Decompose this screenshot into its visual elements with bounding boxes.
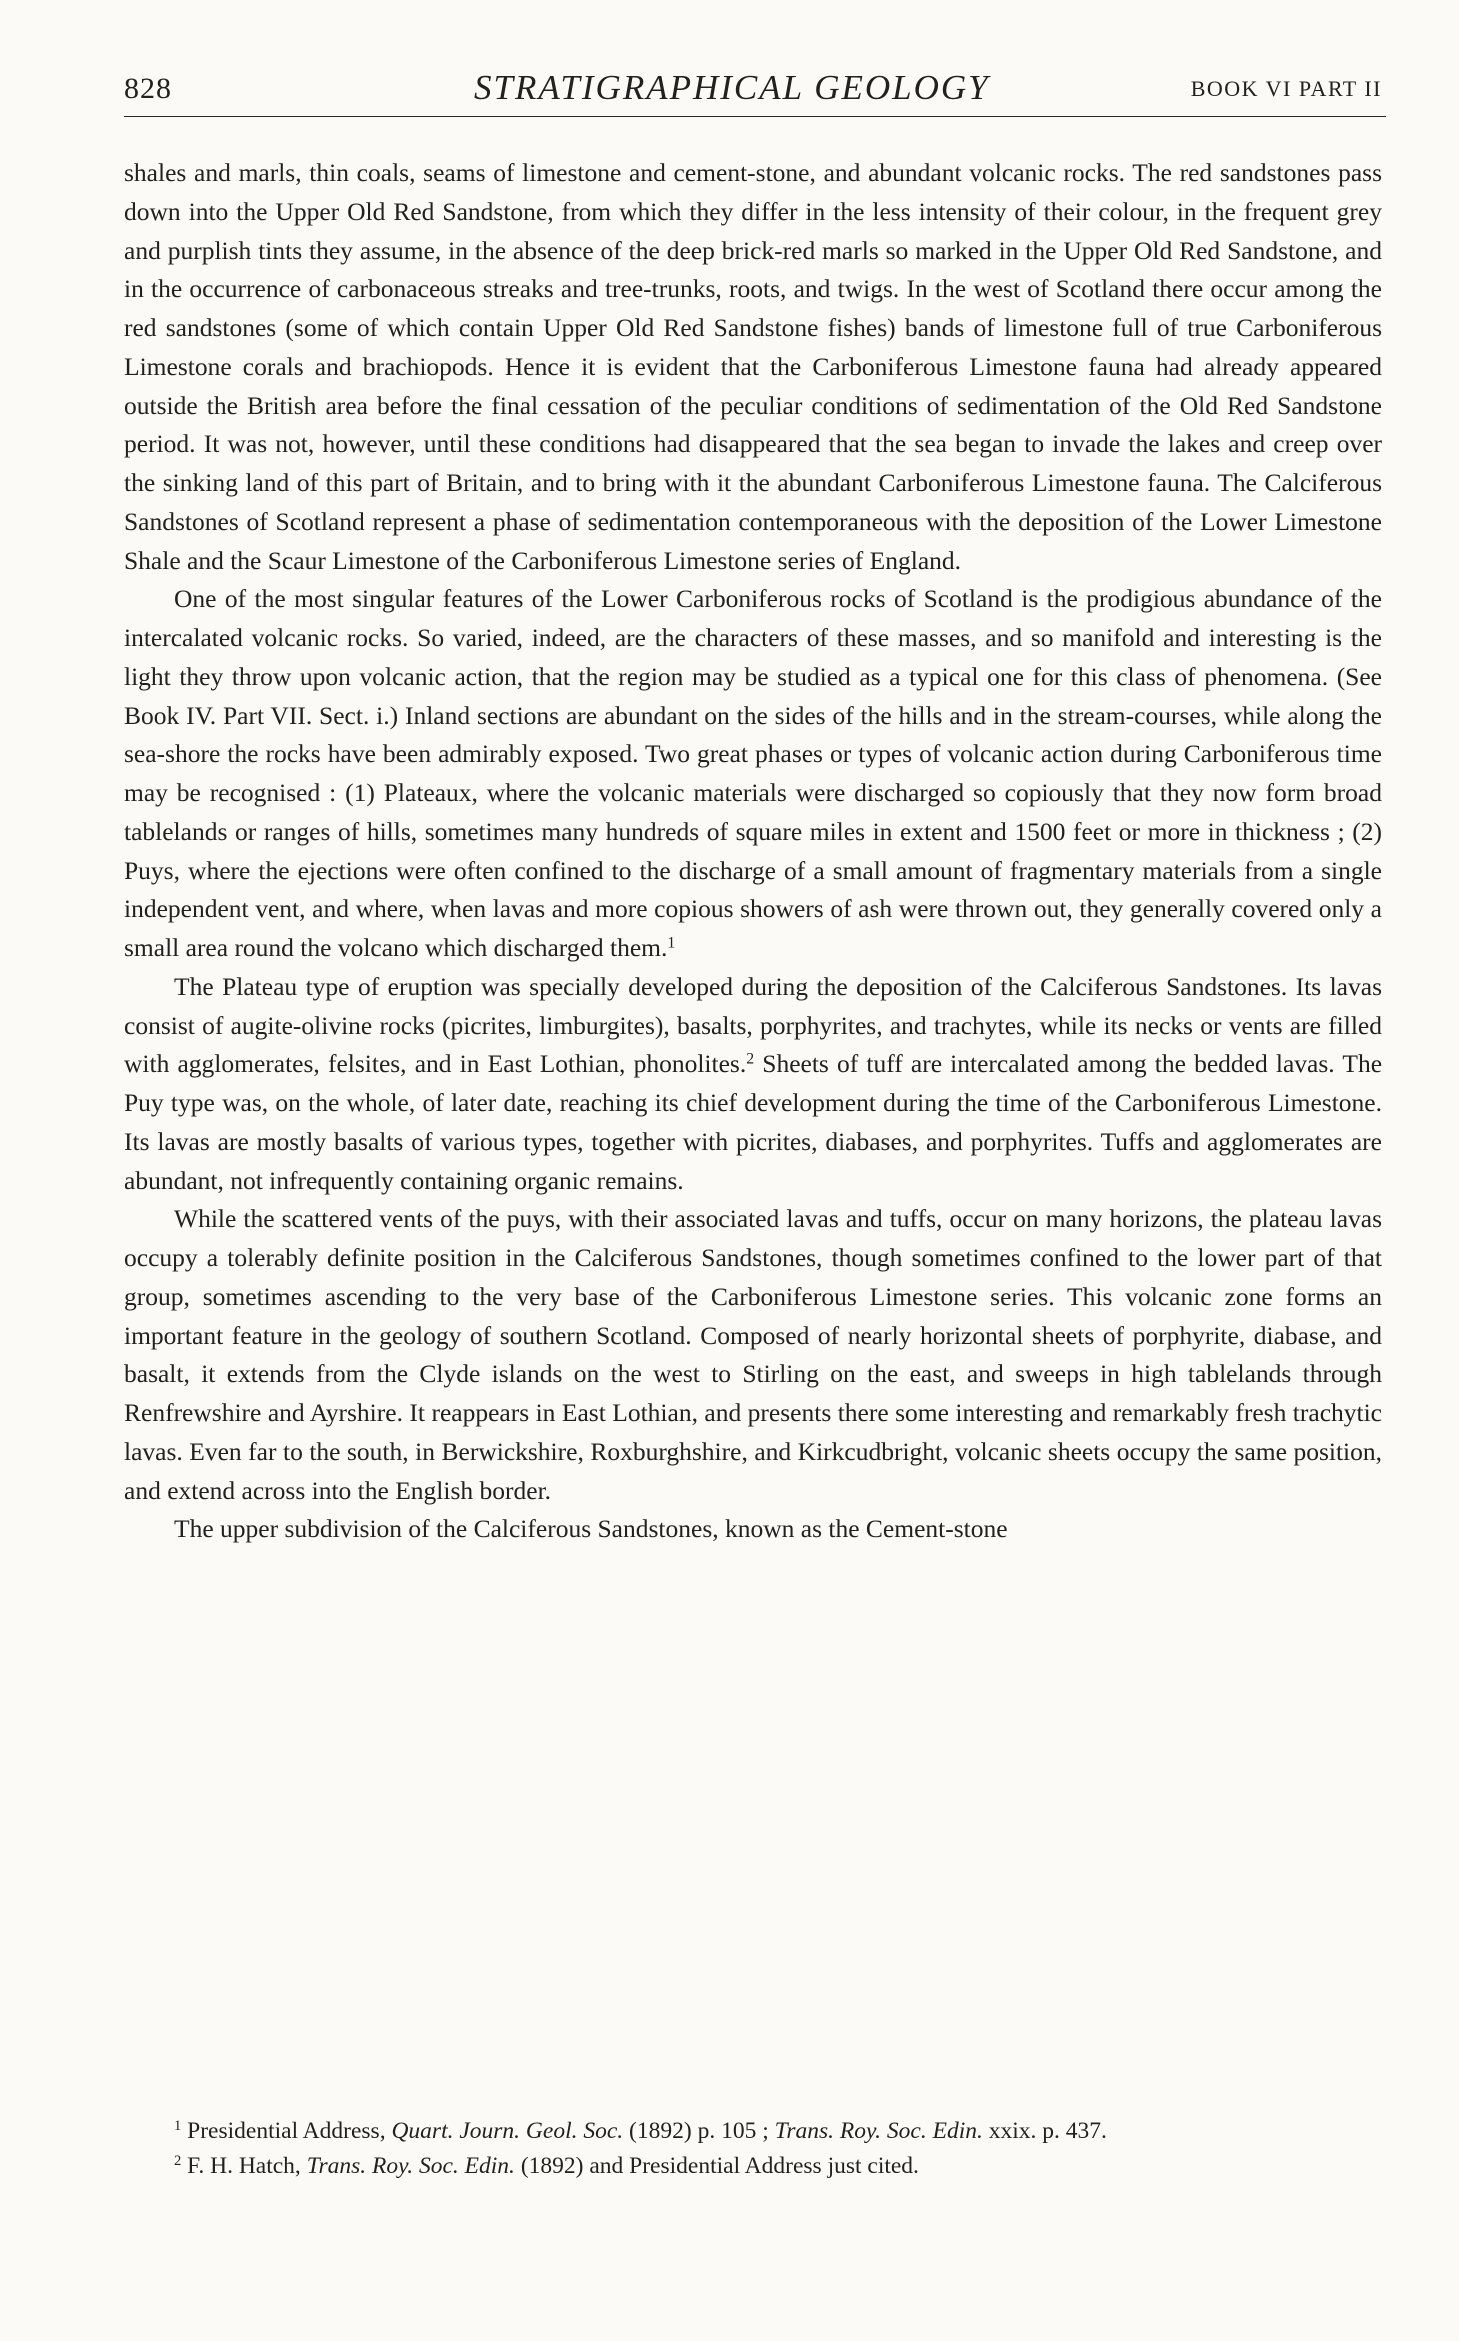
footnote-text: F. H. Hatch, <box>187 2152 307 2179</box>
book-part-label: BOOK VI PART II <box>1190 76 1382 101</box>
body-text <box>124 154 1382 1549</box>
footnote-text: Presidential Address, <box>187 2118 392 2144</box>
footnote-ref-1: 1 <box>667 934 676 952</box>
paragraph-plateau-type <box>124 968 1382 1201</box>
footnote-mark: 2 <box>174 2152 182 2169</box>
footnote-2 <box>124 2149 1386 2184</box>
footnotes <box>124 2114 1386 2183</box>
journal-title: Trans. Roy. Soc. Edin. <box>306 2152 515 2179</box>
paragraph-continuation: shales and marls, thin coals, seams of limestone and cement-stone, and abundant volcanic rocks. The red sandstones pass down into the Upper Old Red Sandstone, from which they differ in the less intensity of their colour, in the frequent grey and purplish tints they assume, in the absence of the deep brick-red marls so marked in the Upper Old Red Sandstone, and in the occurrence of carbonaceous streaks and tree-trunks, roots, and twigs. In the west of Scotland there occur among the red sandstones (some of which contain Upper Old Red Sandstone fishes) bands of limestone full of true Carboniferous Limestone corals and brachiopods. Hence it is evident that the Carboniferous Limestone fauna had already appeared outside the British area before the final cessation of the peculiar conditions of sedimentation of the Old Red Sandstone period. It was not, however, until these conditions had disappeared that the sea began to invade the lakes and creep over the sinking land of this part of Britain, and to bring with it the abundant Carboniferous Limestone fauna. The Calciferous Sandstones of Scotland represent a phase of sedimentation contemporaneous with the deposition of the Lower Limestone Shale and the Scaur Limestone of the Carboniferous Limestone series of England. <box>124 158 1382 575</box>
journal-title: Trans. Roy. Soc. Edin. <box>774 2118 983 2144</box>
footnote-1 <box>124 2114 1386 2149</box>
footnote-mark: 1 <box>174 2118 182 2134</box>
journal-title: Quart. Journ. Geol. Soc. <box>391 2118 624 2144</box>
paragraph-upper-subdivision: The upper subdivision of the Calciferous Sandstones, known as the Cement-stone <box>174 1514 1008 1544</box>
footnote-text: (1892) p. 105 ; <box>623 2118 775 2144</box>
running-header <box>124 66 1386 117</box>
footnote-ref-2: 2 <box>746 1050 755 1068</box>
paragraph-scattered-vents: While the scattered vents of the puys, with their associated lavas and tuffs, occur on many horizons, the plateau lavas occupy a tolerably definite position in the Calciferous Sandstones, though sometimes confined to the lower part of that group, sometimes ascending to the very base of the Carboniferous Limestone series. This volcanic zone forms an important feature in the geology of southern Scotland. Composed of nearly horizontal sheets of porphyrite, diabase, and basalt, it extends from the Clyde islands on the west to Stirling on the east, and sweeps in high tablelands through Renfrewshire and Ayrshire. It reappears in East Lothian, and presents there some interesting and remarkably fresh trachytic lavas. Even far to the south, in Berwickshire, Roxburghshire, and Kirkcudbright, volcanic sheets occupy the same position, and extend across into the English border. <box>124 1204 1382 1505</box>
paragraph-text-cont: Sheets of tuff are intercalated among the bedded lavas. The Puy type was, on the whole, of later date, reaching its chief development during the time of the Carboniferous Limestone. Its lavas are mostly basalts of various types, together with picrites, diabases, and porphyrites. Tuffs and agglomerates are abundant, not infrequently containing organic remains. <box>124 1049 1383 1195</box>
paragraph-text: One of the most singular features of the Lower Carboniferous rocks of Scotland is the prodigious abundance of the intercalated volcanic rocks. So varied, indeed, are the characters of these masses, and so manifold and interesting is the light they throw upon volcanic action, that the region may be studied as a typical one for this class of phenomena. (See Book IV. Part VII. Sect. i.) Inland sections are abundant on the sides of the hills and in the stream-courses, while along the sea-shore the rocks have been admirably exposed. Two great phases or types of volcanic action during Carboniferous time may be recognised : (1) Plateaux, where the volcanic materials were discharged so copiously that they now form broad tablelands or ranges of hills, sometimes many hundreds of square miles in extent and 1500 feet or more in thickness ; (2) Puys, where the ejections were often confined to the discharge of a small amount of fragmentary materials from a single independent vent, and where, when lavas and more copious showers of ash were thrown out, they generally covered only a small area round the volcano which discharged them. <box>124 584 1382 962</box>
footnote-text: (1892) and Presidential Address just cited. <box>514 2152 919 2179</box>
paragraph-text: The Plateau type of eruption was specially developed during the deposition of the Calciferous Sandstones. Its lavas consist of augite-olivine rocks (picrites, limburgites), basalts, porphyrites, and trachytes, while its necks or vents are filled with agglomerates, felsites, and in East Lothian, phonolites. <box>124 971 1382 1079</box>
paragraph-volcanic-rocks <box>124 580 1382 968</box>
running-title: STRATIGRAPHICAL GEOLOGY <box>474 68 990 107</box>
footnote-text: xxix. p. 437. <box>982 2118 1107 2144</box>
page-number: 828 <box>124 72 172 105</box>
